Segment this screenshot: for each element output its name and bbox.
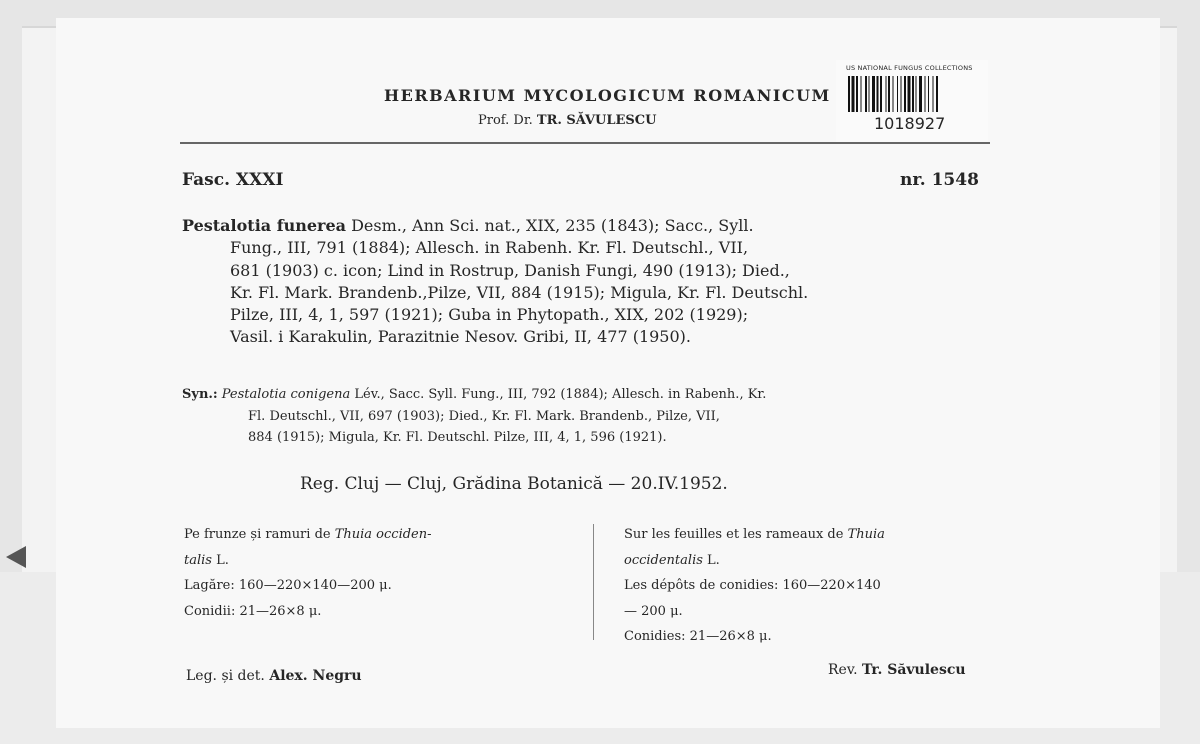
- barcode-number: 1018927: [874, 114, 946, 133]
- fr-line-1: [624, 522, 1024, 548]
- collector: [186, 668, 362, 684]
- header-rule: [180, 142, 990, 144]
- specimen-number: nr. 1548: [900, 170, 979, 190]
- citation-line-2: Fung., III, 791 (1884); Allesch. in Rabenh. Kr. Fl. Deutschl., VII,: [230, 238, 749, 258]
- fr-author: L.: [702, 552, 720, 568]
- citation-line-4: Kr. Fl. Mark. Brandenb.,Pilze, VII, 884 (1915); Migula, Kr. Fl. Deutschl.: [230, 282, 809, 302]
- synonym-line-1-rest: Lév., Sacc. Syll. Fung., III, 792 (1884); Allesch. in Rabenh., Kr.: [350, 387, 767, 402]
- header-subtitle-prefix: Prof. Dr.: [478, 113, 533, 128]
- header-subtitle: [478, 113, 657, 128]
- fr-host-name-1: Thuia: [847, 527, 885, 542]
- ro-author: L.: [211, 552, 229, 568]
- ro-host-name-2: talis: [184, 552, 212, 568]
- description-romanian: [184, 522, 584, 624]
- header-subtitle-name: TR. SĂVULESCU: [536, 113, 657, 128]
- citation-line-5: Pilze, III, 4, 1, 597 (1921); Guba in Phytopath., XIX, 202 (1929);: [230, 305, 749, 325]
- fr-line-1-text: Sur les feuilles et les rameaux de: [624, 527, 848, 542]
- collector-prefix: Leg. și det.: [186, 668, 265, 684]
- main-citation: [182, 215, 1002, 349]
- fr-deposits-size-cont: — 200 μ.: [624, 603, 683, 619]
- ro-line-2: [184, 548, 584, 574]
- ro-sori-size: Lagăre: 160—220×140—200 μ.: [184, 578, 392, 593]
- barcode-caption: US NATIONAL FUNGUS COLLECTIONS: [846, 64, 973, 72]
- reviewer-name: Tr. Săvulescu: [861, 662, 966, 678]
- synonym-line-3: 884 (1915); Migula, Kr. Fl. Deutschl. Pilze, III, 4, 1, 596 (1921).: [248, 430, 667, 445]
- header-title: HERBARIUM MYCOLOGICUM ROMANICUM: [384, 86, 831, 105]
- fr-deposits-size: Les dépôts de conidies: 160—220×140: [624, 578, 881, 593]
- citation-line-1: [182, 215, 1002, 237]
- synonym-species: Pestalotia conigena: [221, 387, 351, 402]
- fr-host-name-2: occidentalis: [624, 552, 703, 568]
- description-french: [624, 522, 1024, 650]
- collector-name: Alex. Negru: [269, 668, 362, 684]
- ro-conidia-size: Conidii: 21—26×8 μ.: [184, 603, 322, 619]
- ro-host-name-1: Thuia occiden-: [334, 527, 432, 542]
- locality: Reg. Cluj — Cluj, Grădina Botanică — 20.IV.1952.: [300, 474, 728, 494]
- fr-conidia-size: Conidies: 21—26×8 μ.: [624, 629, 772, 644]
- synonym-line-2: Fl. Deutschl., VII, 697 (1903); Died., Kr. Fl. Mark. Brandenb., Pilze, VII,: [248, 408, 720, 424]
- barcode-image: [848, 76, 982, 112]
- fascicle-label: Fasc. XXXI: [182, 170, 284, 190]
- citation-line-1-rest: Desm., Ann Sci. nat., XIX, 235 (1843); Sacc., Syll.: [346, 216, 754, 235]
- citation-line-3: 681 (1903) c. icon; Lind in Rostrup, Danish Fungi, 490 (1913); Died.,: [230, 260, 790, 280]
- species-name: Pestalotia funerea: [182, 216, 347, 235]
- ro-line-1: [184, 522, 584, 548]
- synonym-line-1: [182, 384, 1022, 406]
- citation-line-6: Vasil. i Karakulin, Parazitnie Nesov. Gribi, II, 477 (1950).: [230, 327, 691, 347]
- fr-line-2: [624, 548, 1024, 574]
- ro-line-1-text: Pe frunze și ramuri de: [184, 527, 335, 542]
- reviewer-prefix: Rev.: [828, 662, 858, 678]
- synonym-block: [182, 384, 1022, 449]
- synonym-label: Syn.:: [182, 387, 218, 402]
- reviewer: [828, 662, 966, 678]
- pointer-mark: [6, 546, 26, 568]
- column-divider: [593, 524, 594, 640]
